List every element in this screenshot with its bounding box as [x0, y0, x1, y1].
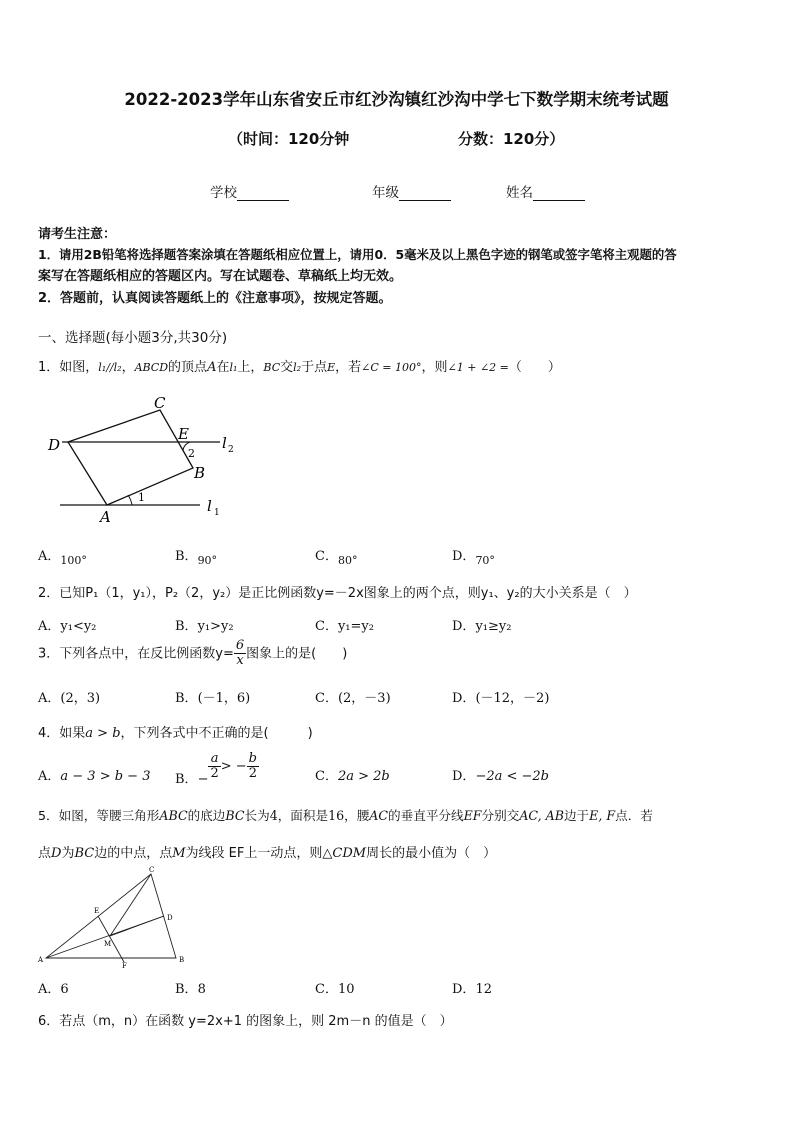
q1-figure — [40, 390, 250, 525]
q4-option-c: C．2a > 2b — [315, 769, 390, 784]
svg-text:M: M — [104, 940, 112, 948]
segment-ef — [98, 916, 124, 962]
q1-option-b: B．$_{90^\circ}$ — [175, 549, 218, 567]
exam-title: 2022-2023学年山东省安丘市红沙沟镇红沙沟中学七下数学期末统考试题 — [124, 90, 669, 109]
q3-option-b: B．(－1，6) — [175, 691, 251, 706]
q5-option-b: B．8 — [175, 982, 206, 997]
q2-option-d: D．y₁≥y₂ — [452, 619, 512, 634]
q4-option-b: B．− $\frac{a}{2}$ > − $\frac{b}{2}$ — [175, 751, 257, 788]
exam-time: （时间：120分钟 — [228, 130, 350, 148]
parallelogram-abcd — [68, 410, 193, 505]
q2-option-c: C．y₁=y₂ — [315, 619, 374, 634]
school-label: 学校 — [210, 185, 237, 201]
q1-option-c: C．$_{80^\circ}$ — [315, 549, 358, 567]
q4-option-a: A．a − 3 > b − 3 — [38, 769, 151, 784]
notice-line-1b: 案写在答题纸相应的答题区内。写在试题卷、草稿纸上均无效。 — [38, 269, 403, 284]
svg-text:D: D — [167, 914, 173, 922]
section-heading: 一、选择题(每小题3分,共30分) — [38, 330, 228, 346]
svg-text:B: B — [194, 464, 206, 482]
grade-label: 年级 — [372, 185, 399, 201]
question-4: 4．如果a > b，下列各式中不正确的是( ) — [38, 726, 313, 741]
question-1: 1．如图，l₁//l₂，ABCD的顶点A在l₁上，BC交l₂于点E，若∠C = 100°，则∠1 + ∠2 =（ ） — [38, 360, 561, 375]
svg-text:2: 2 — [228, 445, 234, 455]
q1-option-a: A．$_{100^\circ}$ — [38, 549, 87, 567]
segment-ad — [46, 916, 164, 958]
svg-text:B: B — [179, 956, 185, 964]
school-field — [210, 181, 289, 201]
svg-text:1: 1 — [138, 491, 145, 504]
question-3: 3．下列各点中，在反比例函数y= $\frac{6}{x}$ 图象上的是( ) — [38, 638, 348, 669]
name-field — [506, 181, 585, 201]
svg-text:C: C — [154, 394, 166, 412]
notice-line-2: 2．答题前，认真阅读答题纸上的《注意事项》，按规定答题。 — [38, 291, 392, 306]
svg-text:l: l — [207, 497, 212, 515]
q2-option-a: A．y₁<y₂ — [38, 619, 97, 634]
q1-option-d: D．$_{70^\circ}$ — [452, 549, 495, 567]
notice-heading: 请考生注意： — [38, 227, 117, 242]
svg-text:1: 1 — [214, 508, 220, 518]
q3-option-a: A．(2，3) — [38, 691, 101, 706]
q5-option-c: C．10 — [315, 982, 355, 997]
question-5-line-1: 5．如图，等腰三角形ABC的底边BC长为4，面积是16，腰AC的垂直平分线EF分别交AC, AB边于E, F点．若 — [38, 808, 653, 823]
question-5-line-2: 点D为BC边的中点，点M为线段 EF上一动点，则△CDM周长的最小值为（ ） — [38, 846, 497, 861]
svg-text:C: C — [149, 866, 155, 874]
svg-text:E: E — [178, 425, 189, 443]
exam-score: 分数：120分） — [458, 130, 565, 148]
question-6: 6．若点（m，n）在函数 y=2x+1 的图象上，则 2m－n 的值是（ ） — [38, 1014, 453, 1029]
name-label: 姓名 — [506, 185, 533, 201]
q3-fraction: $\frac{6}{x}$ — [235, 638, 245, 669]
q5-option-d: D．12 — [452, 982, 492, 997]
q3-option-d: D．(－12，－2) — [452, 691, 550, 706]
name-blank — [533, 186, 585, 201]
angle-1-arc — [128, 495, 132, 505]
svg-text:l: l — [222, 434, 227, 452]
svg-text:A: A — [100, 508, 111, 525]
svg-text:F: F — [122, 962, 127, 970]
question-2: 2．已知P₁（1，y₁），P₂（2，y₂）是正比例函数y=－2x图象上的两个点，则y₁、y₂的大小关系是（ ） — [38, 586, 637, 601]
q4-option-d: D．−2a < −2b — [452, 769, 549, 784]
q5-figure — [36, 866, 196, 972]
notice-line-1a: 1．请用2B铅笔将选择题答案涂填在答题纸相应位置上，请用0．5毫米及以上黑色字迹的钢笔或签字笔将主观题的答 — [38, 247, 677, 262]
svg-text:2: 2 — [188, 447, 195, 460]
svg-text:E: E — [94, 907, 100, 915]
q2-option-b: B．y₁>y₂ — [175, 619, 234, 634]
svg-text:D: D — [48, 436, 61, 454]
q5-option-a: A．6 — [38, 982, 69, 997]
grade-blank — [399, 186, 451, 201]
grade-field — [372, 181, 451, 201]
svg-text:A: A — [38, 956, 44, 964]
school-blank — [237, 186, 289, 201]
q3-option-c: C．(2，－3) — [315, 691, 391, 706]
segment-cm — [110, 874, 151, 936]
